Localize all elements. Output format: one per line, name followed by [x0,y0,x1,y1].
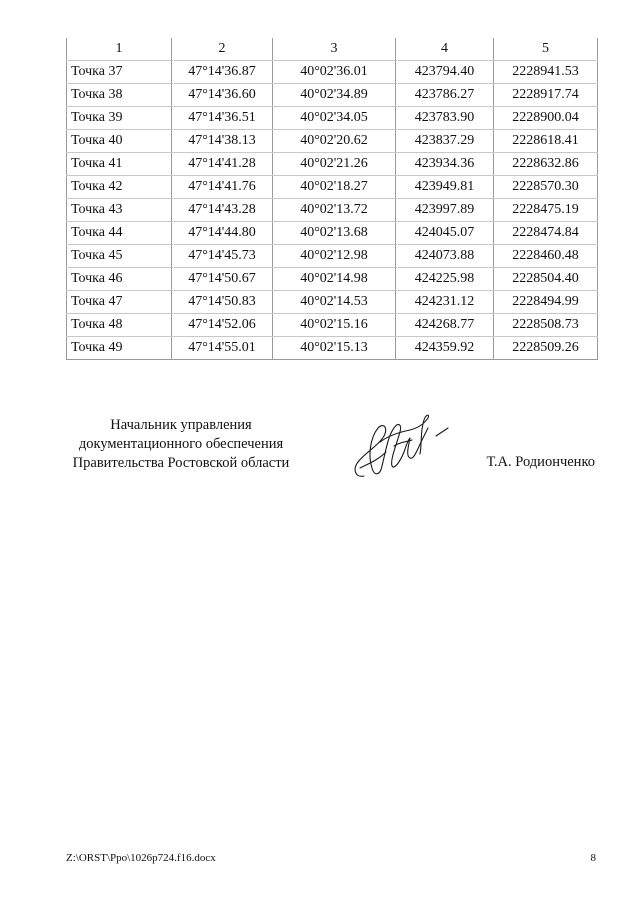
table-cell-lon: 40°02'34.89 [273,84,396,107]
table-cell-name: Точка 40 [67,130,172,153]
table-cell-lon: 40°02'14.53 [273,291,396,314]
table-cell-x: 424225.98 [396,268,494,291]
table-row [67,153,598,176]
signer-position-title [66,416,296,473]
table-cell-lon: 40°02'36.01 [273,61,396,84]
table-row [67,107,598,130]
table-cell-lon: 40°02'12.98 [273,245,396,268]
table-cell-y: 2228900.04 [494,107,598,130]
table-cell-x: 424359.92 [396,337,494,360]
table-cell-y: 2228917.74 [494,84,598,107]
table-row [67,199,598,222]
footer-file-path: Z:\ORST\Ppo\1026p724.f16.docx [66,852,216,864]
table-body [67,61,598,360]
coordinates-table [66,38,598,360]
table-cell-x: 424268.77 [396,314,494,337]
table-cell-name: Точка 38 [67,84,172,107]
table-cell-name: Точка 47 [67,291,172,314]
signature-block [66,416,597,496]
column-header-1: 1 [67,38,172,61]
table-cell-y: 2228508.73 [494,314,598,337]
position-line: документационного обеспечения [78,436,284,452]
table-row [67,84,598,107]
table-cell-x: 423783.90 [396,107,494,130]
table-cell-name: Точка 41 [67,153,172,176]
table-cell-x: 424045.07 [396,222,494,245]
page-number: 8 [590,852,596,864]
table-cell-lat: 47°14'41.28 [172,153,273,176]
table-cell-lat: 47°14'50.67 [172,268,273,291]
table-cell-lon: 40°02'34.05 [273,107,396,130]
table-cell-y: 2228618.41 [494,130,598,153]
table-cell-lat: 47°14'44.80 [172,222,273,245]
table-row [67,222,598,245]
table-cell-name: Точка 39 [67,107,172,130]
table-row [67,314,598,337]
table-row [67,130,598,153]
table-cell-name: Точка 44 [67,222,172,245]
table-cell-lat: 47°14'36.51 [172,107,273,130]
table-cell-y: 2228474.84 [494,222,598,245]
table-cell-x: 424073.88 [396,245,494,268]
table-cell-lat: 47°14'50.83 [172,291,273,314]
table-cell-y: 2228504.40 [494,268,598,291]
table-cell-x: 424231.12 [396,291,494,314]
table-cell-x: 423837.29 [396,130,494,153]
table-cell-name: Точка 42 [67,176,172,199]
table-row [67,337,598,360]
column-header-2: 2 [172,38,273,61]
table-cell-lat: 47°14'45.73 [172,245,273,268]
table-cell-lon: 40°02'15.16 [273,314,396,337]
table-cell-lat: 47°14'38.13 [172,130,273,153]
table-cell-lon: 40°02'18.27 [273,176,396,199]
table-cell-y: 2228570.30 [494,176,598,199]
table-cell-x: 423997.89 [396,199,494,222]
table-cell-lon: 40°02'20.62 [273,130,396,153]
position-line: Правительства Ростовской области [72,455,290,471]
table-header-row [67,38,598,61]
table-cell-y: 2228509.26 [494,337,598,360]
table-cell-lat: 47°14'36.60 [172,84,273,107]
table-row [67,245,598,268]
table-cell-name: Точка 46 [67,268,172,291]
table-cell-lat: 47°14'52.06 [172,314,273,337]
table-cell-x: 423794.40 [396,61,494,84]
signer-name: Т.А. Родионченко [486,454,595,470]
column-header-3: 3 [273,38,396,61]
table-cell-x: 423786.27 [396,84,494,107]
table-cell-lat: 47°14'41.76 [172,176,273,199]
table-row [67,291,598,314]
table-cell-lon: 40°02'13.72 [273,199,396,222]
column-header-4: 4 [396,38,494,61]
table-cell-lon: 40°02'13.68 [273,222,396,245]
table-cell-lon: 40°02'21.26 [273,153,396,176]
column-header-5: 5 [494,38,598,61]
table-row [67,61,598,84]
table-cell-name: Точка 43 [67,199,172,222]
table-cell-x: 423934.36 [396,153,494,176]
table-cell-name: Точка 48 [67,314,172,337]
table-cell-lon: 40°02'14.98 [273,268,396,291]
table-cell-name: Точка 49 [67,337,172,360]
table-cell-lat: 47°14'36.87 [172,61,273,84]
table-cell-name: Точка 45 [67,245,172,268]
position-line: Начальник управления [110,417,252,433]
table-cell-lat: 47°14'43.28 [172,199,273,222]
table-cell-lat: 47°14'55.01 [172,337,273,360]
table-cell-name: Точка 37 [67,61,172,84]
table-cell-y: 2228632.86 [494,153,598,176]
table-cell-lon: 40°02'15.13 [273,337,396,360]
table-row [67,268,598,291]
table-cell-y: 2228941.53 [494,61,598,84]
table-cell-y: 2228475.19 [494,199,598,222]
table-cell-x: 423949.81 [396,176,494,199]
table-cell-y: 2228460.48 [494,245,598,268]
table-row [67,176,598,199]
handwritten-signature [344,406,456,488]
table-cell-y: 2228494.99 [494,291,598,314]
